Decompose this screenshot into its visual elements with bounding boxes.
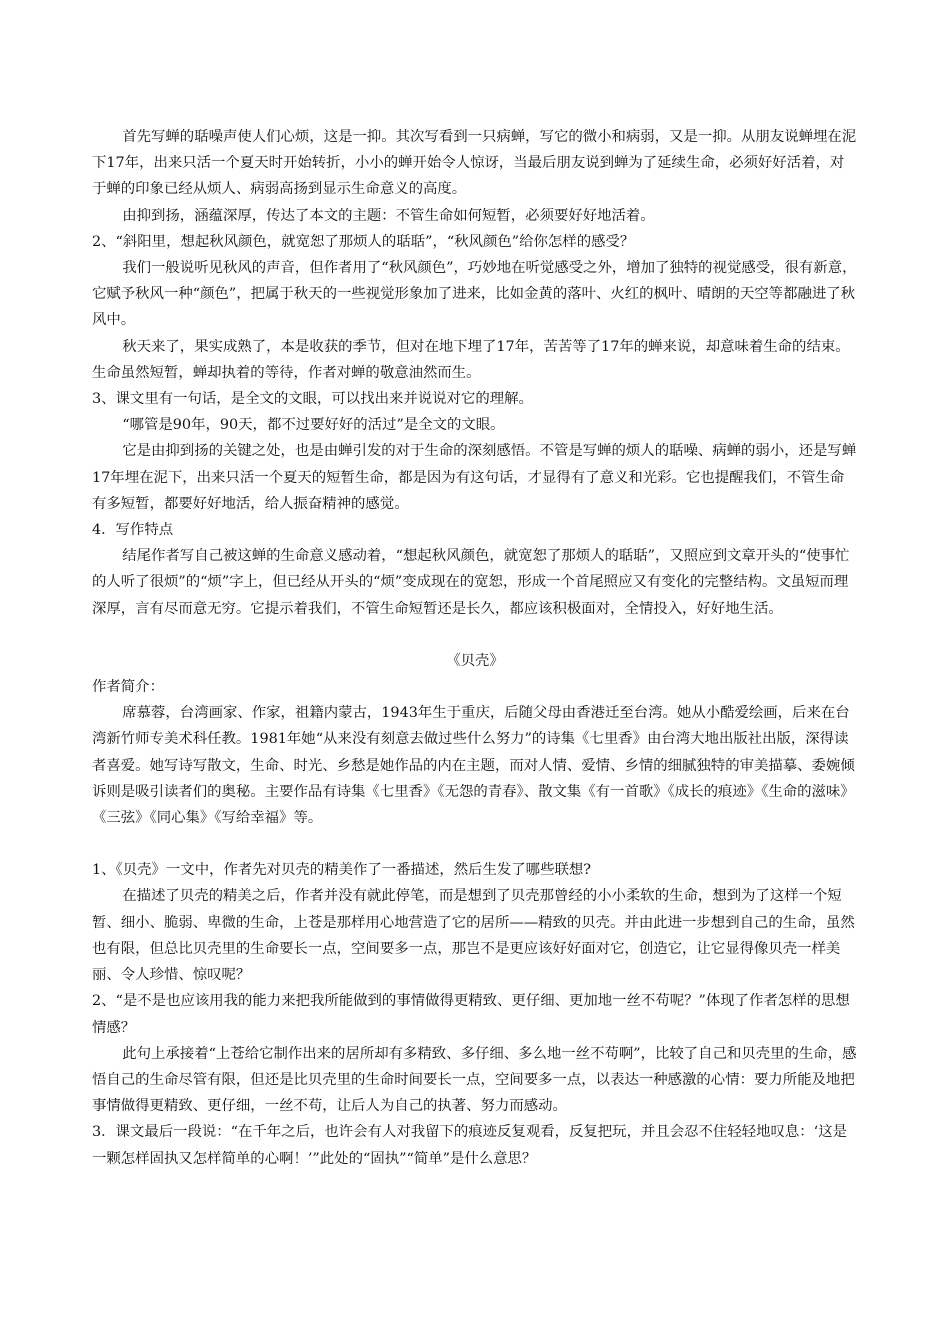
spacer <box>92 831 858 857</box>
section-title: 《贝壳》 <box>446 652 504 669</box>
author-bio: 席慕蓉，台湾画家、作家，祖籍内蒙古，1943年生于重庆，后随父母由香港迁至台湾。她从小酷爱绘画，后来在台湾新竹师专美术科任教。1981年她“从来没有刻意去做过些什么努力”的诗集《七里香》由台湾大地出版社出版，深得读者喜爱。她写诗写散文，生命、时光、乡愁是她作品的内在主题，而对人情、爱情、乡情的细腻独特的审美描摹、委婉倾诉则是吸引读者们的奥秘。主要作品有诗集《七里香》《无怨的青春》、散文集《有一首歌》《成长的痕迹》《生命的滋味》《三弦》《同心集》《写给幸福》等。 <box>92 705 855 827</box>
cicada-answer-3a: “哪管是90年，90天，都不过要好好的活过”是全文的文眼。 <box>122 417 505 434</box>
cicada-answer-2b: 秋天来了，果实成熟了，本是收获的季节，但对在地下埋了17年，苦苦等了17年的蝉来说，却意味着生命的结束。生命虽然短暂，蝉却执着的等待，作者对蝉的敬意油然而生。 <box>92 338 850 381</box>
cicada-answer-4: 结尾作者写自己被这蝉的生命意义感动着，“想起秋风颜色，就宽恕了那烦人的聒聒”，又照应到文章开头的“使事忙的人听了很烦”的“烦”字上，但已经从开头的“烦”变成现在的宽恕，形成一个首尾照应又有变化的完整结构。文虽短而理深厚，言有尽而意无穷。它提示着我们，不管生命短暂还是长久，都应该积极面对，全情投入，好好地生活。 <box>92 548 850 617</box>
cicada-answer-2a: 我们一般说听见秋风的声音，但作者用了“秋风颜色”，巧妙地在听觉感受之外，增加了独特的视觉感受，很有新意，它赋予秋风一种“颜色”，把属于秋天的一些视觉形象加了进来，比如金黄的落叶、火红的枫叶、晴朗的天空等都融进了秋风中。 <box>92 260 857 329</box>
cicada-question-2: 2、“斜阳里，想起秋风颜色，就宽恕了那烦人的聒聒”，“秋风颜色”给你怎样的感受？ <box>92 233 635 250</box>
cicada-question-3: 3、课文里有一句话，是全文的文眼，可以找出来并说说对它的理解。 <box>92 391 533 408</box>
author-heading: 作者简介： <box>92 679 164 696</box>
shell-question-3: 3．课文最后一段说：“在千年之后，也许会有人对我留下的痕迹反复观看，反复把玩，并且会忍不住轻轻地叹息：‘这是一颗怎样固执又怎样简单的心啊！’”此处的“固执”“简单”是什么意思？ <box>92 1124 848 1167</box>
shell-answer-2: 此句上承接着“上苍给它制作出来的居所却有多精致、多仔细、多么地一丝不苟啊”，比较了自己和贝壳里的生命，感悟自己的生命尽管有限，但还是比贝壳里的生命时间要长一点，空间要多一点，以表达一种感激的心情：要力所能及地把事情做得更精致、更仔细，一丝不苟，让后人为自己的执著、努力而感动。 <box>92 1045 857 1115</box>
shell-answer-1: 在描述了贝壳的精美之后，作者并没有就此停笔，而是想到了贝壳那曾经的小小柔软的生命，想到为了这样一个短暂、细小、脆弱、卑微的生命，上苍是那样用心地营造了它的居所——精致的贝壳。并由此进一步想到自己的生命，虽然也有限，但总比贝壳里的生命要长一点，空间要多一点，那岂不是更应该好好面对它，创造它，让它显得像贝壳一样美丽、令人珍惜、惊叹呢？ <box>92 888 855 984</box>
cicada-paragraph-2: 由抑到扬，涵蕴深厚，传达了本文的主题：不管生命如何短暂，必须要好好地活着。 <box>122 207 655 224</box>
shell-question-1: 1、《贝壳》一文中，作者先对贝壳的精美作了一番描述，然后生发了哪些联想? <box>92 862 591 879</box>
cicada-answer-3b: 它是由抑到扬的关键之处，也是由蝉引发的对于生命的深刻感悟。不管是写蝉的烦人的聒噪、病蝉的弱小，还是写蝉17年埋在泥下，出来只活一个夏天的短暂生命，都是因为有这句话，才显得有了意义和光彩。它也提醒我们，不管生命有多短暂，都要好好地活，给人振奋精神的感觉。 <box>92 443 857 512</box>
cicada-heading-4: 4．写作特点 <box>92 522 174 539</box>
document-page <box>92 124 858 1172</box>
shell-question-2: 2、“是不是也应该用我的能力来把我所能做到的事情做得更精致、更仔细、更加地一丝不苟呢？”体现了作者怎样的思想情感？ <box>92 993 850 1036</box>
cicada-paragraph-1: 首先写蝉的聒噪声使人们心烦，这是一抑。其次写看到一只病蝉，写它的微小和病弱，又是一抑。从朋友说蝉埋在泥下17年，出来只活一个夏天时开始转折，小小的蝉开始令人惊讶，当最后朋友说到蝉为了延续生命，必须好好活着，对于蝉的印象已经从烦人、病弱高扬到显示生命意义的高度。 <box>92 129 857 198</box>
